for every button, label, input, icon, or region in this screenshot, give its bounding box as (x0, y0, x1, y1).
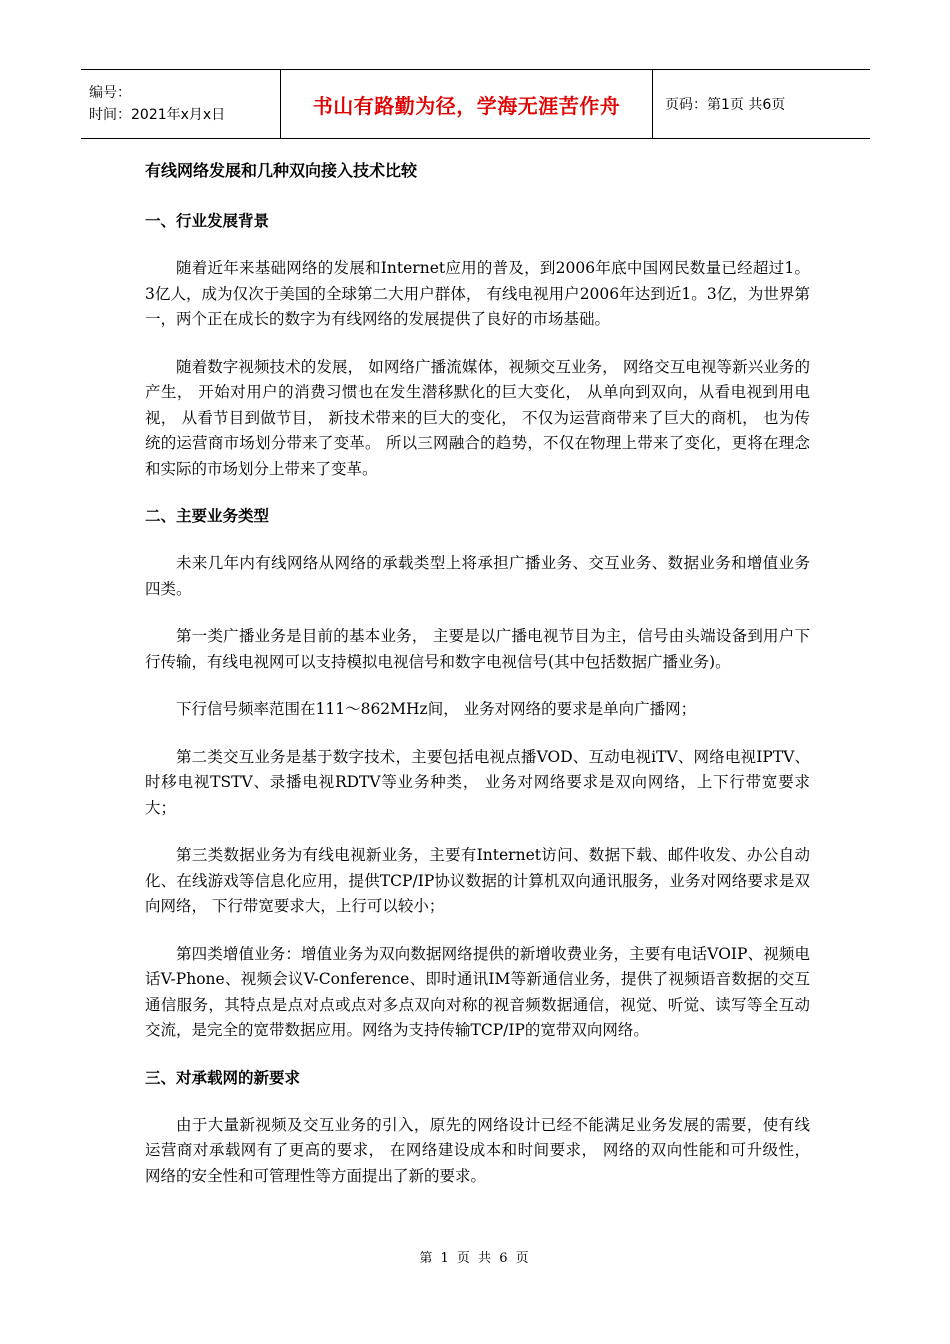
time-label: 时间：2021年x月x日 (89, 107, 226, 123)
paragraph: 第四类增值业务：增值业务为双向数据网络提供的新增收费业务，主要有电话VOIP、视频电话V-Phone、视频会议V-Conference、即时通讯IM等新通信业务，提供了视频语音数据的交互通信服务，其特点是点对点或点对多点双向对称的视音频数据通信，视觉、听觉、读写等全互动交流，是完全的宽带数据应用。网络为支持传输TCP/IP的宽带双向网络。 (145, 944, 810, 1039)
document-title: 有线网络发展和几种双向接入技术比较 (145, 161, 418, 180)
section-heading-background: 一、行业发展背景 (145, 212, 270, 230)
section-heading-business-types: 二、主要业务类型 (145, 507, 270, 525)
header-motto-cell (281, 70, 653, 138)
paragraph: 第二类交互业务是基于数字技术，主要包括电视点播VOD、互动电视iTV、网络电视IPTV、时移电视TSTV、录播电视RDTV等业务种类， 业务对网络要求是双向网络，上下行带宽要求大； (145, 747, 810, 817)
motto-text: 书山有路勤为径，学海无涯苦作舟 (312, 93, 621, 118)
paragraph: 下行信号频率范围在111～862MHz间， 业务对网络的要求是单向广播网； (176, 700, 697, 718)
paragraph: 未来几年内有线网络从网络的承载类型上将承担广播业务、交互业务、数据业务和增值业务四类。 (145, 554, 810, 598)
paragraph: 随着近年来基础网络的发展和Internet应用的普及，到2006年底中国网民数量已经超过1。3亿人，成为仅次于美国的全球第二大用户群体， 有线电视用户2006年达到近1。3亿，为世界第一，两个正在成长的数字为有线网络的发展提供了良好的市场基础。 (145, 259, 810, 328)
header-page-cell (653, 70, 870, 138)
paragraph: 第三类数据业务为有线电视新业务，主要有Internet访问、数据下载、邮件收发、办公自动化、在线游戏等信息化应用，提供TCP/IP协议数据的计算机双向通讯服务，业务对网络要求是双向网络， 下行带宽要求大，上行可以较小； (145, 846, 810, 915)
page-label: 页码：第1页 共6页 (665, 97, 786, 113)
section-heading-network-requirements: 三、对承载网的新要求 (145, 1068, 301, 1087)
paragraph: 随着数字视频技术的发展， 如网络广播流媒体，视频交互业务， 网络交互电视等新兴业务的产生， 开始对用户的消费习惯也在发生潜移默化的巨大变化， 从单向到双向，从看电视到用电视， 从看节目到做节目， 新技术带来的巨大的变化， 不仅为运营商带来了巨大的商机， 也为传统的运营商市场划分带来了变革。 所以三网融合的趋势，不仅在物理上带来了变化，更将在理念和实际的市场划分上带来了变革。 (145, 357, 810, 478)
document-body (145, 158, 810, 1211)
document-header (81, 69, 870, 139)
header-meta (81, 70, 281, 138)
page-footer: 第 1 页 共 6 页 (419, 1251, 531, 1266)
paragraph: 第一类广播业务是目前的基本业务， 主要是以广播电视节目为主，信号由头端设备到用户下行传输，有线电视网可以支持模拟电视信号和数字电视信号(其中包括数据广播业务)。 (145, 627, 810, 671)
paragraph: 由于大量新视频及交互业务的引入，原先的网络设计已经不能满足业务发展的需要，使有线运营商对承载网有了更高的要求， 在网络建设成本和时间要求， 网络的双向性能和可升级性， 网络的安全性和可管理性等方面提出了新的要求。 (145, 1115, 810, 1185)
number-label: 编号： (89, 85, 131, 101)
